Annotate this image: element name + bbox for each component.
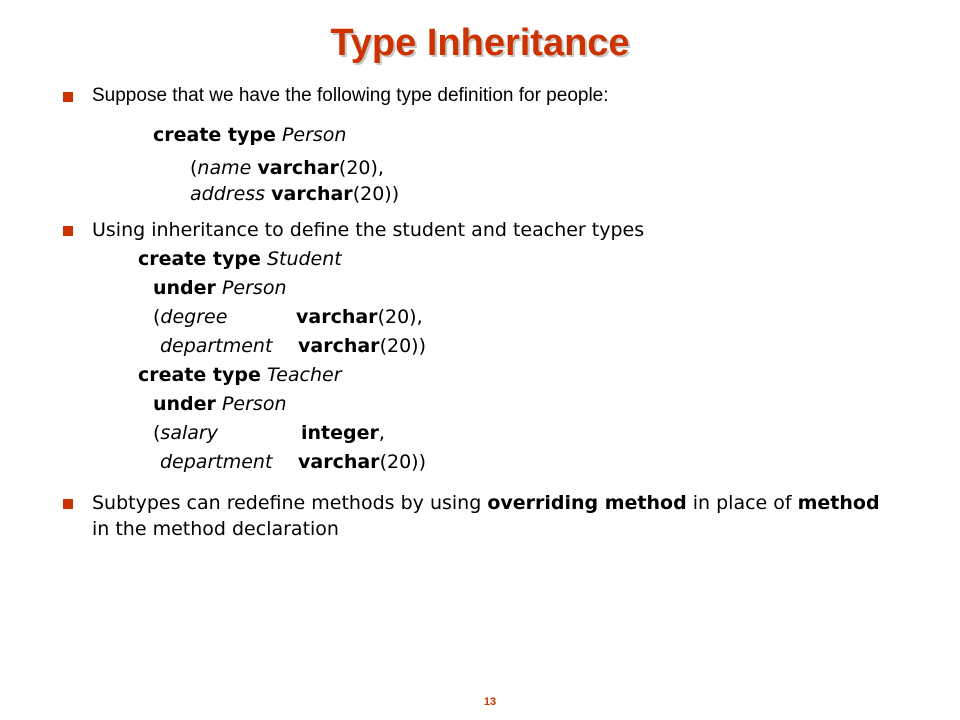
attr-name: address: [190, 183, 266, 205]
bullet-2-text: Using inheritance to define the student and teacher types: [92, 219, 645, 241]
teacher-def-line-4: [160, 449, 272, 475]
parent-type: Person: [221, 277, 287, 299]
teacher-def-line-4-type: [298, 449, 426, 475]
attr-suffix: ,: [378, 422, 385, 444]
attr-type: varchar: [298, 451, 380, 473]
keyword-create-type: create type: [138, 248, 261, 270]
attr-name: degree: [160, 306, 228, 328]
attr-size: (20)): [379, 335, 426, 357]
bullet-3-part: in place of: [686, 492, 798, 514]
student-def-line-3: [153, 304, 227, 330]
attr-name: name: [197, 157, 252, 179]
person-def-line-1: [153, 122, 346, 148]
bullet-3-part: Subtypes can redefine methods by using: [92, 492, 488, 514]
student-def-line-2: [153, 275, 287, 301]
attr-size: (20),: [377, 306, 423, 328]
open-paren: (: [153, 306, 161, 328]
keyword-under: under: [153, 277, 216, 299]
type-name: Person: [281, 124, 347, 146]
keyword-create-type: create type: [153, 124, 276, 146]
attr-type: varchar: [271, 183, 353, 205]
bullet-1-text: Suppose that we have the following type definition for people:: [92, 85, 609, 106]
open-paren: (: [190, 157, 198, 179]
type-name: Student: [266, 248, 342, 270]
attr-type: varchar: [298, 335, 380, 357]
student-def-line-1: [138, 246, 342, 272]
type-name: Teacher: [266, 364, 342, 386]
student-def-line-4-type: [298, 333, 426, 359]
teacher-def-line-1: [138, 362, 342, 388]
attr-name: department: [160, 451, 273, 473]
person-def-line-3: [190, 181, 399, 207]
open-paren: (: [153, 422, 161, 444]
attr-size: (20)): [379, 451, 426, 473]
bullet-square-icon: [63, 92, 73, 102]
attr-size: (20)): [352, 183, 400, 205]
slide-title: Type Inheritance: [330, 22, 630, 64]
keyword-under: under: [153, 393, 216, 415]
person-def-line-2: [190, 155, 384, 181]
attr-type: integer: [301, 422, 379, 444]
keyword-create-type: create type: [138, 364, 261, 386]
attr-name: department: [160, 335, 273, 357]
teacher-def-line-3-type: [301, 420, 385, 446]
parent-type: Person: [221, 393, 287, 415]
attr-name: salary: [160, 422, 218, 444]
page-number: 13: [483, 696, 497, 708]
bullet-3-bold: overriding method: [487, 492, 687, 514]
bullet-3-bold: method: [797, 492, 880, 514]
attr-size: (20),: [338, 157, 384, 179]
teacher-def-line-3: [153, 420, 218, 446]
bullet-square-icon: [63, 499, 73, 509]
attr-type: varchar: [296, 306, 378, 328]
student-def-line-3-type: [296, 304, 423, 330]
student-def-line-4: [160, 333, 272, 359]
teacher-def-line-2: [153, 391, 287, 417]
bullet-3-text: [92, 490, 882, 542]
attr-type: varchar: [257, 157, 339, 179]
bullet-square-icon: [63, 226, 73, 236]
bullet-3-part: in the method declaration: [92, 518, 339, 540]
